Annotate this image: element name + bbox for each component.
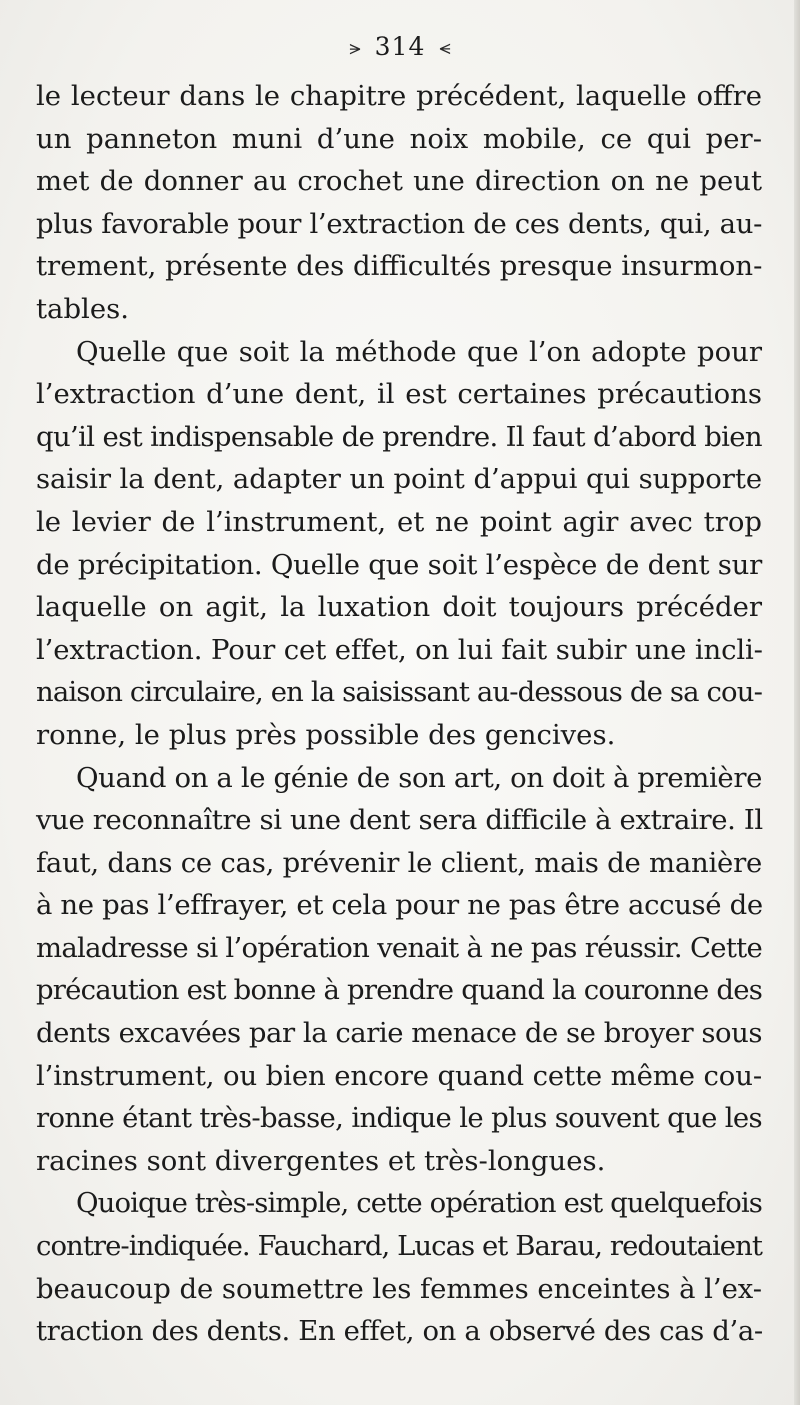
text-line: vue reconnaître si une dent sera difficile à extraire. Il [36, 804, 763, 837]
text-line: ronne étant très-basse, indique le plus souvent que les [36, 1102, 762, 1135]
text-line: tables. [36, 292, 129, 325]
text-line: beaucoup de soumettre les femmes enceintes à l’ex- [36, 1272, 762, 1305]
body-text [36, 75, 762, 1353]
text-line: trement, présente des difficultés presque insurmon- [36, 250, 763, 283]
text-line: plus favorable pour l’extraction de ces dents, qui, au- [36, 207, 763, 240]
text-line: naison circulaire, en la saisissant au-dessous de sa cou- [36, 676, 762, 709]
text-line: met de donner au crochet une direction on ne peut [36, 165, 762, 198]
text-line: ronne, le plus près possible des gencives. [36, 718, 616, 751]
text-line: de précipitation. Quelle que soit l’espèce de dent sur [36, 548, 762, 581]
text-line: Quand on a le génie de son art, on doit à première [76, 761, 763, 794]
text-line: Quelle que soit la méthode que l’on adopte pour [76, 335, 762, 368]
text-line: faut, dans ce cas, prévenir le client, mais de manière [36, 846, 762, 879]
text-line: précaution est bonne à prendre quand la couronne des [36, 974, 763, 1007]
text-line: saisir la dent, adapter un point d’appui qui supporte [36, 463, 763, 496]
text-line: contre-indiquée. Fauchard, Lucas et Barau, redoutaient [36, 1230, 762, 1263]
page-header [0, 30, 800, 62]
text-line: maladresse si l’opération venait à ne pas réussir. Cette [36, 931, 763, 964]
text-line: à ne pas l’effrayer, et cela pour ne pas être accusé de [36, 889, 763, 922]
right-ornament-icon: ⪪ [439, 34, 451, 59]
text-line: Quoique très-simple, cette opération est quelquefois [76, 1187, 762, 1220]
text-line: le lecteur dans le chapitre précédent, laquelle offre [36, 80, 762, 112]
text-line: l’extraction. Pour cet effet, on lui fait subir une incli- [36, 633, 763, 666]
text-line: l’instrument, ou bien encore quand cette même cou- [36, 1059, 763, 1092]
left-ornament-icon: ⪫ [349, 34, 361, 59]
text-line: qu’il est indispensable de prendre. Il faut d’abord bien [36, 420, 762, 453]
text-line: dents excavées par la carie menace de se broyer sous [36, 1017, 763, 1050]
text-line: le levier de l’instrument, et ne point agir avec trop [36, 505, 762, 538]
text-line: traction des dents. En effet, on a observé des cas d’a- [36, 1315, 763, 1348]
page-number: 314 [374, 31, 426, 61]
page-edge-shadow [794, 0, 800, 1405]
text-line: racines sont divergentes et très-longues. [36, 1144, 606, 1177]
text-line: un panneton muni d’une noix mobile, ce qui per- [36, 122, 762, 155]
text-line: laquelle on agit, la luxation doit toujours précéder [36, 591, 762, 624]
text-line: l’extraction d’une dent, il est certaines précautions [36, 378, 762, 411]
